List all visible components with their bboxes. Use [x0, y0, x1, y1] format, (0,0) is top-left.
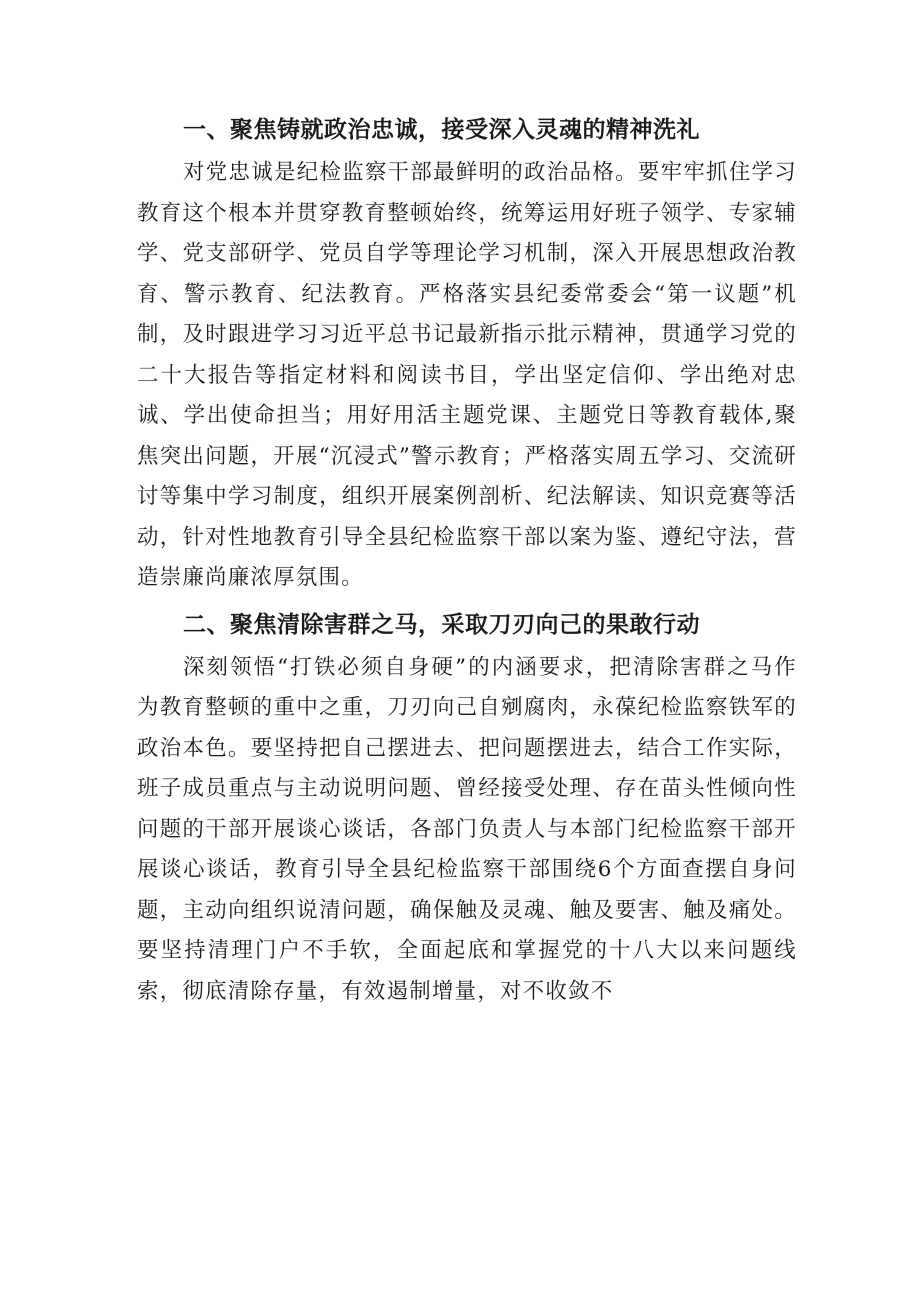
- section-1-paragraph: 对党忠诚是纪检监察干部最鲜明的政治品格。要牢牢抓住学习教育这个根本并贯穿教育整顿始终，统筹运用好班子领学、专家辅学、党支部研学、党员自学等理论学习机制，深入开展思想政治教育、警示教育、纪法教育。严格落实县纪委常委会“第一议题”机制，及时跟进学习习近平总书记最新指示批示精神，贯通学习党的二十大报告等指定材料和阅读书目，学出坚定信仰、学出绝对忠诚、学出使命担当；用好用活主题党课、主题党日等教育载体,聚焦突出问题，开展“沉浸式”警示教育；严格落实周五学习、交流研讨等集中学习制度，组织开展案例剖析、纪法解读、知识竞赛等活动，针对性地教育引导全县纪检监察干部以案为鉴、遵纪守法，营造崇廉尚廉浓厚氛围。: [137, 160, 797, 590]
- section-2-paragraph: 深刻领悟“打铁必须自身硬”的内涵要求，把清除害群之马作为教育整顿的重中之重，刀刃向己自剜腐肉，永葆纪检监察铁军的政治本色。要坚持把自己摆进去、把问题摆进去，结合工作实际，班子成员重点与主动说明问题、曾经接受处理、存在苗头性倾向性问题的干部开展谈心谈话，各部门负责人与本部门纪检监察干部开展谈心谈话，教育引导全县纪检监察干部围绕6个方面查摆自身问题，主动向组织说清问题，确保触及灵魂、触及要害、触及痛处。要坚持清理门户不手软，全面起底和掌握党的十八大以来问题线索，彻底清除存量，有效遏制增量，对不收敛不: [137, 654, 797, 1004]
- section-2-heading: 二、聚焦清除害群之马，采取刀刃向己的果敢行动: [183, 611, 700, 638]
- section-1-heading: 一、聚焦铸就政治忠诚，接受深入灵魂的精神洗礼: [183, 117, 700, 143]
- document-page: [137, 110, 797, 1012]
